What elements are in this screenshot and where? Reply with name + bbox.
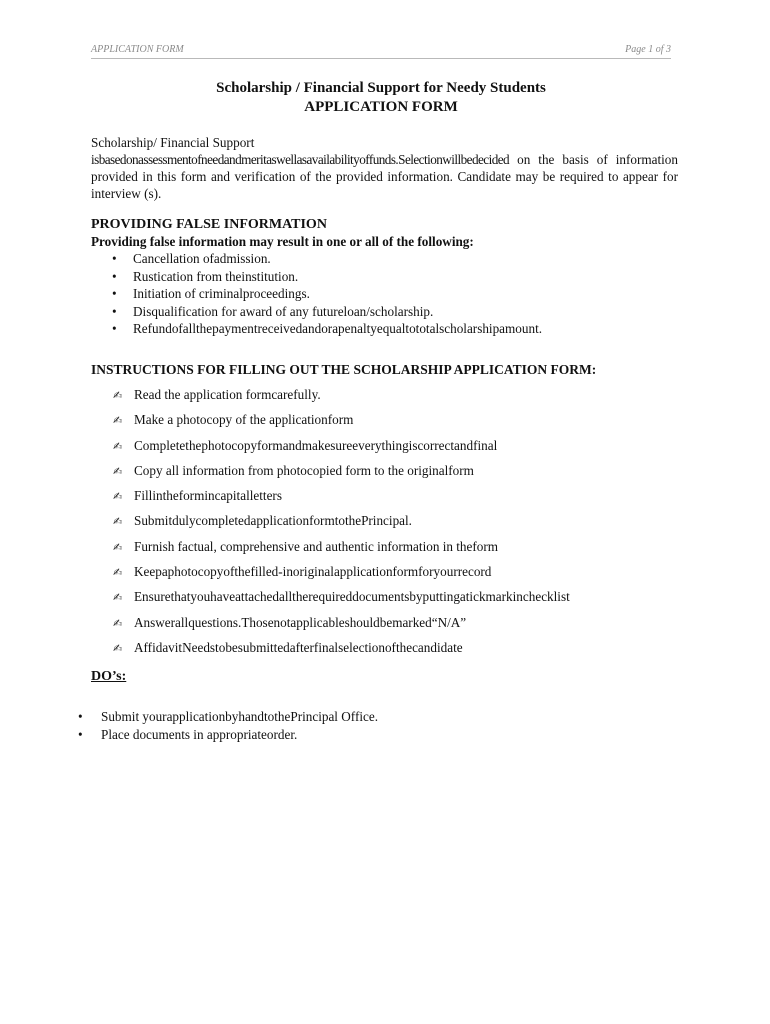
bullet-icon: •: [112, 268, 117, 284]
intro-body: [91, 151, 678, 202]
list-item: [91, 411, 678, 436]
writing-hand-icon: ✍: [113, 414, 123, 428]
dos-list: [78, 708, 678, 744]
list-item-text: Read the application formcarefully.: [134, 387, 321, 402]
writing-hand-icon: ✍: [113, 490, 123, 504]
intro-line-1: Scholarship/ Financial Support: [91, 135, 255, 150]
list-item-text: Fillintheformincapitalletters: [134, 488, 282, 504]
writing-hand-icon: ✍: [113, 540, 123, 554]
list-item: [91, 386, 678, 411]
list-item: [91, 250, 678, 268]
title-line-1: Scholarship / Financial Support for Needy Students: [216, 80, 546, 96]
instructions-list: [91, 386, 678, 664]
list-item: [91, 563, 678, 588]
list-item: [91, 639, 678, 664]
list-item: [91, 487, 678, 512]
document-title: [91, 79, 671, 117]
list-item: [91, 303, 678, 321]
bullet-icon: •: [78, 709, 83, 724]
list-item: [78, 708, 678, 726]
false-info-subheading: Providing false information may result in one or all of the following:: [91, 234, 474, 249]
writing-hand-icon: ✍: [113, 591, 123, 605]
list-item: [91, 512, 678, 537]
list-item: [91, 462, 678, 487]
list-item-text: Ensurethatyouhaveattachedalltherequireddocumentsbyputtingatickmarkinchecklist: [134, 589, 570, 605]
list-item-text: Rustication from theinstitution.: [133, 268, 299, 284]
writing-hand-icon: ✍: [113, 439, 123, 453]
bullet-icon: •: [78, 727, 83, 742]
instructions-section: [91, 361, 678, 664]
title-line-2: APPLICATION FORM: [304, 99, 458, 115]
header-form-label: APPLICATION FORM: [91, 44, 184, 55]
writing-hand-icon: ✍: [113, 389, 123, 402]
dos-heading: DO’s:: [91, 669, 127, 684]
list-item: [78, 726, 678, 744]
false-info-heading: PROVIDING FALSE INFORMATION: [91, 217, 327, 232]
list-item-text: Disqualification for award of any futureloan/scholarship.: [133, 303, 434, 319]
bullet-icon: •: [112, 303, 117, 319]
intro-paragraph: [91, 134, 678, 202]
false-information-section: [91, 216, 678, 338]
list-item: [91, 320, 678, 338]
intro-rest-text: on the basis of information provided in this form and verification of the provided information. Candidate may be required to appear for interview (s).: [91, 152, 678, 201]
instructions-heading: INSTRUCTIONS FOR FILLING OUT THE SCHOLARSHIP APPLICATION FORM:: [91, 362, 597, 377]
page-number: Page 1 of 3: [625, 44, 671, 55]
list-item-text: Keepaphotocopyofthefilled-inoriginalapplicationformforyourrecord: [134, 564, 492, 580]
list-item-text: Completethephotocopyformandmakesureeverythingiscorrectandfinal: [134, 437, 498, 453]
list-item: [91, 437, 678, 462]
bullet-icon: •: [112, 286, 117, 301]
list-item-text: Refundofallthepaymentreceivedandorapenaltyequaltototalscholarshipamount.: [133, 321, 543, 336]
list-item-text: AffidavitNeedstobesubmittedafterfinalselectionofthecandidate: [134, 639, 463, 655]
list-item-text: Cancellation ofadmission.: [133, 251, 271, 266]
list-item: [91, 285, 678, 303]
writing-hand-icon: ✍: [113, 515, 123, 529]
list-item-text: Initiation of criminalproceedings.: [133, 286, 310, 301]
writing-hand-icon: ✍: [113, 464, 123, 478]
writing-hand-icon: ✍: [113, 566, 123, 580]
list-item: [91, 614, 678, 639]
list-item-text: Answerallquestions.Thosenotapplicableshouldbemarked“N/A”: [134, 614, 467, 630]
bullet-icon: •: [112, 251, 117, 266]
writing-hand-icon: ✍: [113, 616, 123, 630]
list-item-text: Submit yourapplicationbyhandtothePrincipal Office.: [101, 709, 379, 724]
running-header: [91, 44, 671, 59]
bullet-icon: •: [112, 321, 117, 336]
list-item: [91, 588, 678, 613]
writing-hand-icon: ✍: [113, 641, 123, 655]
list-item-text: Place documents in appropriateorder.: [101, 727, 298, 742]
intro-squeezed-text: isbasedonassessmentofneedandmeritaswellasavailabilityoffunds.Selectionwillbedecided: [91, 152, 510, 167]
list-item-text: Copy all information from photocopied form to the originalform: [134, 462, 474, 478]
list-item-text: Furnish factual, comprehensive and authentic information in theform: [134, 538, 499, 554]
list-item: [91, 268, 678, 286]
list-item: [91, 538, 678, 563]
list-item-text: Make a photocopy of the applicationform: [134, 412, 354, 428]
list-item-text: SubmitdulycompletedapplicationformtothePrincipal.: [134, 513, 412, 529]
consequences-list: [91, 250, 678, 338]
